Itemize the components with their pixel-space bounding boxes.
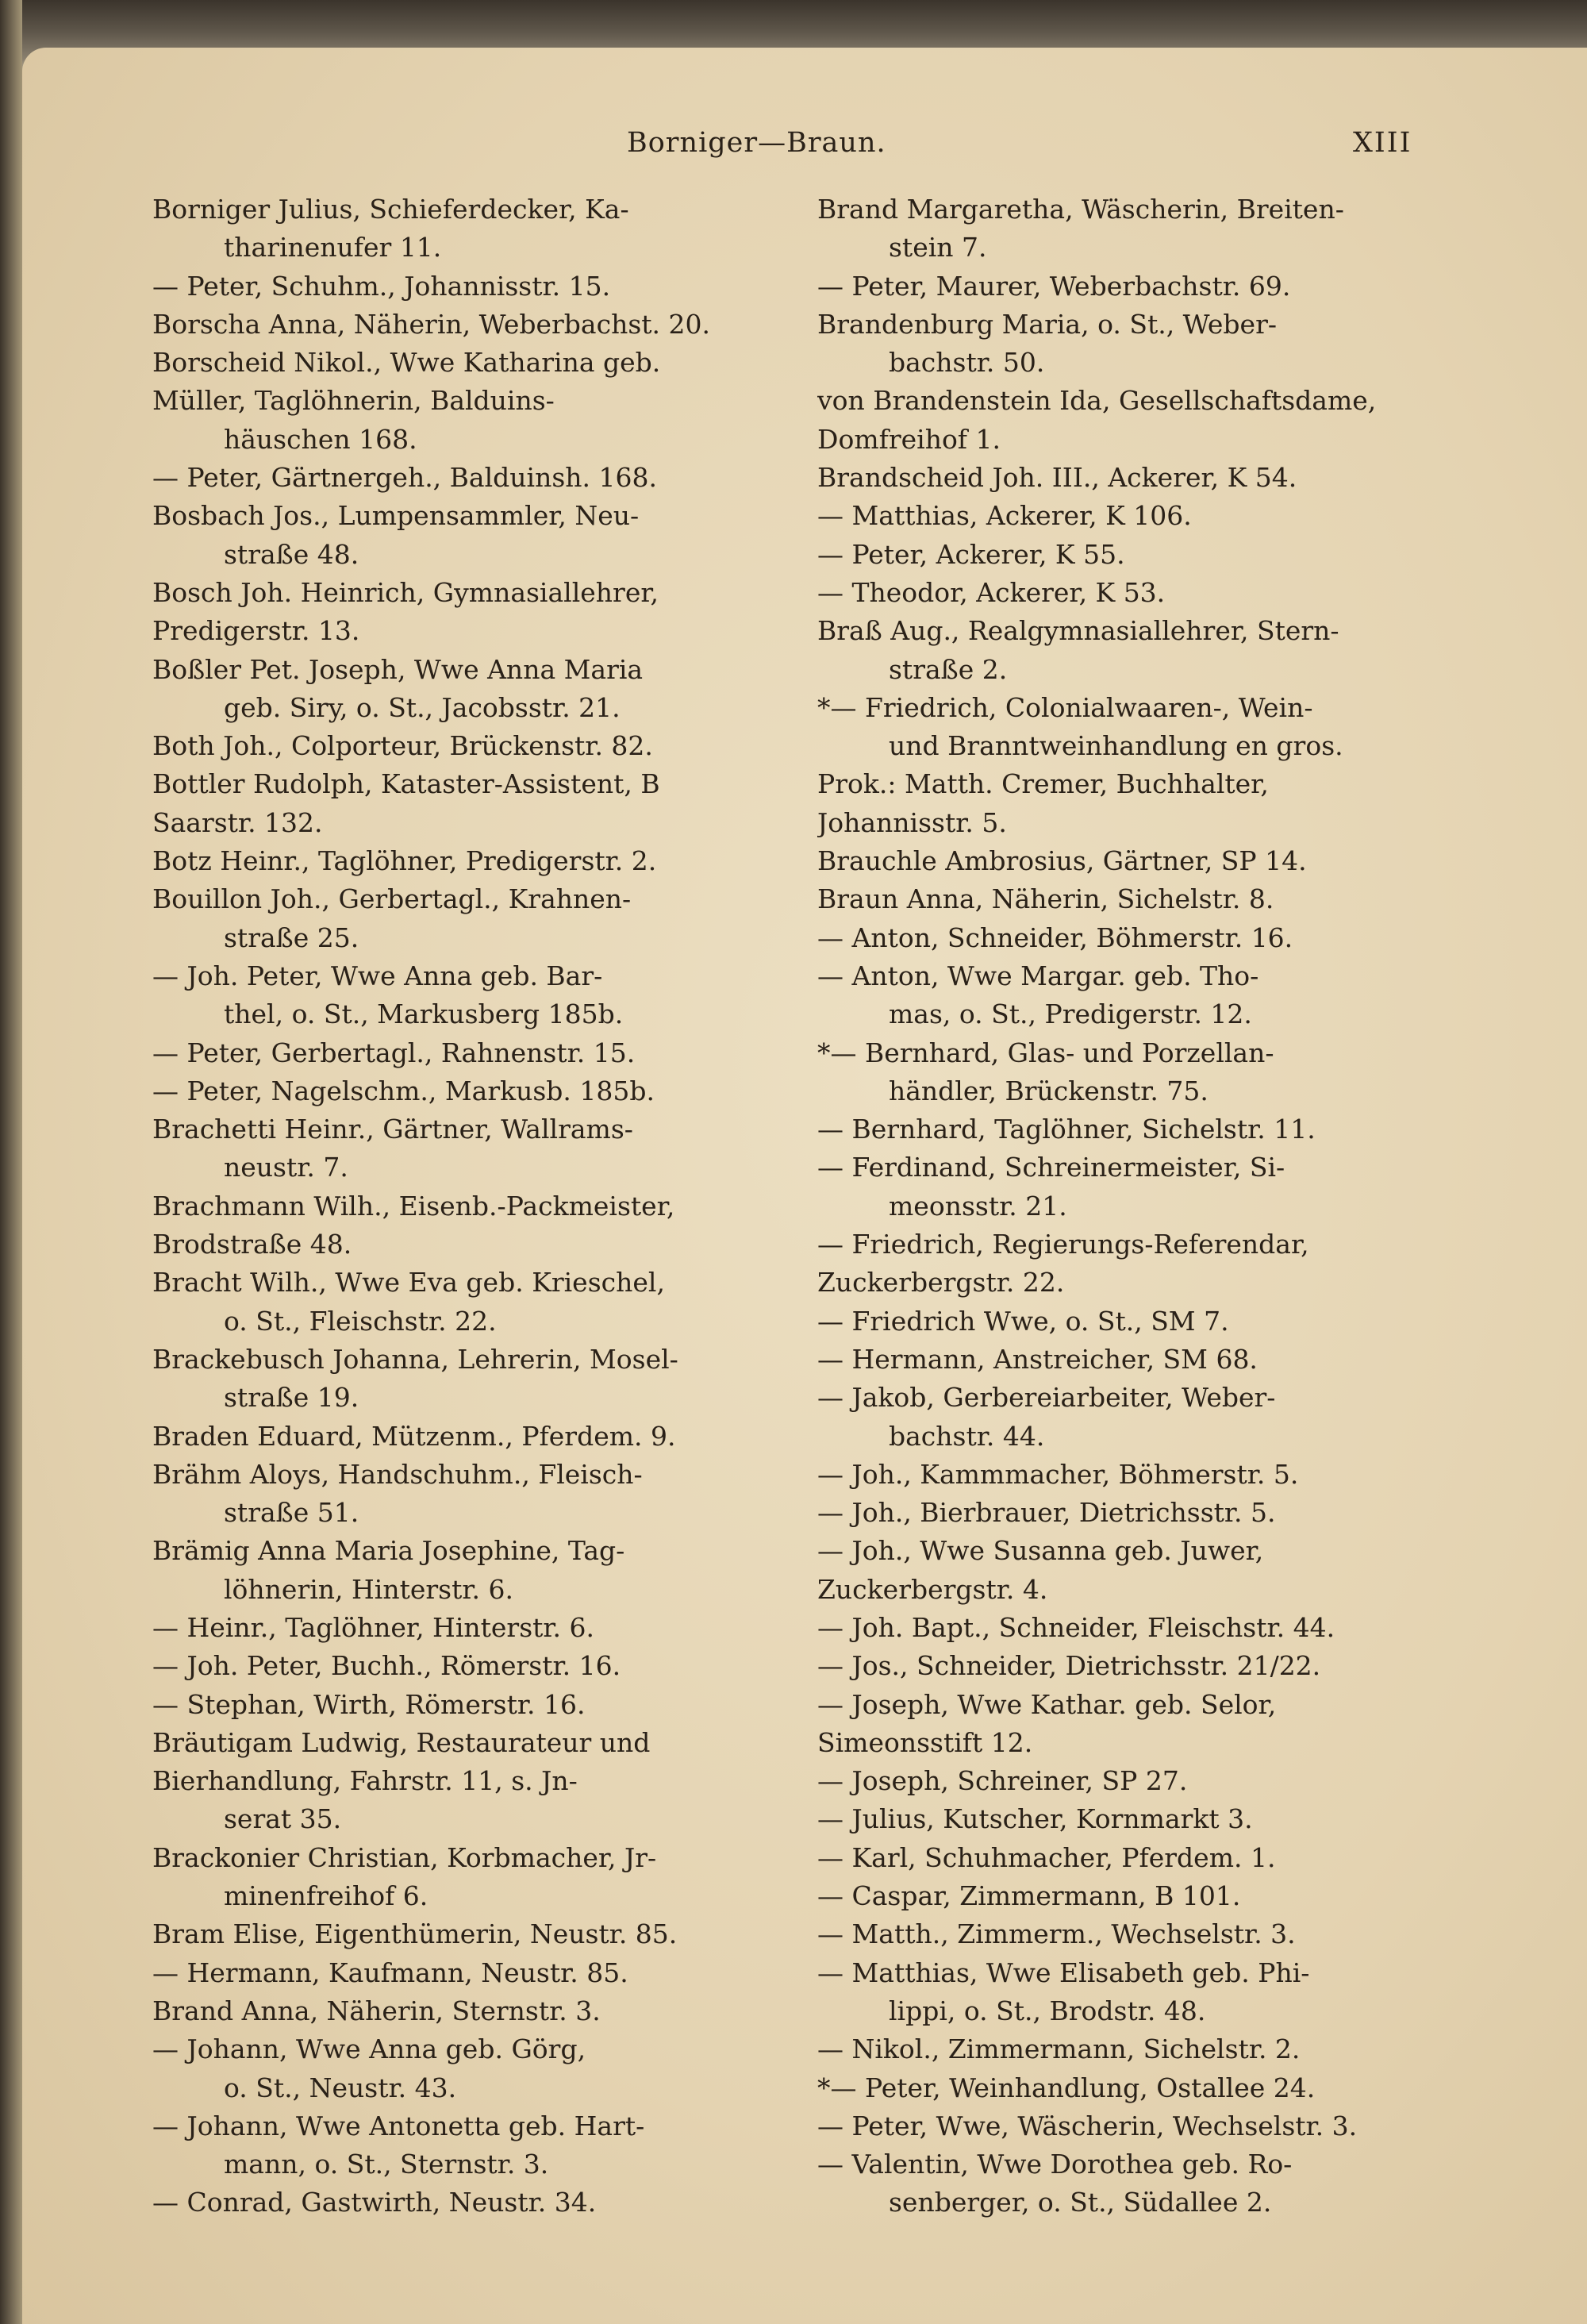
directory-line: — Jakob, Gerbereiarbeiter, Weber- [817,1382,1276,1414]
directory-line: Borscha Anna, Näherin, Weberbachst. 20. [152,308,710,340]
directory-line: — Nikol., Zimmermann, Sichelstr. 2. [817,2034,1301,2065]
directory-line: Müller, Taglöhnerin, Balduins- [152,385,555,417]
directory-line: straße 19. [224,1382,359,1414]
directory-line: Bierhandlung, Fahrstr. 11, s. Jn- [152,1765,578,1797]
directory-line: Brand Anna, Näherin, Sternstr. 3. [152,1995,601,2026]
directory-line: thel, o. St., Markusberg 185b. [224,998,624,1030]
directory-line: o. St., Fleischstr. 22. [224,1305,497,1337]
directory-line: Bottler Rudolph, Kataster-Assistent, B [152,768,660,800]
directory-line: Bosbach Jos., Lumpensammler, Neu- [152,500,640,532]
directory-line: — Matth., Zimmerm., Wechselstr. 3. [817,1918,1296,1950]
directory-line: — Hermann, Anstreicher, SM 68. [817,1343,1258,1375]
directory-line: — Joh. Peter, Buchh., Römerstr. 16. [152,1650,621,1682]
directory-line: straße 48. [224,538,359,570]
directory-line: — Anton, Wwe Margar. geb. Tho- [817,960,1259,991]
directory-line: von Brandenstein Ida, Gesellschaftsdame, [817,385,1377,417]
directory-line: Borscheid Nikol., Wwe Katharina geb. [152,347,661,379]
book-spine-edge [0,0,22,2324]
directory-line: Prok.: Matth. Cremer, Buchhalter, [817,768,1269,800]
directory-line: — Stephan, Wirth, Römerstr. 16. [152,1688,586,1720]
directory-line: — Valentin, Wwe Dorothea geb. Ro- [817,2149,1293,2180]
directory-line: Bram Elise, Eigenthümerin, Neustr. 85. [152,1918,678,1950]
directory-line: o. St., Neustr. 43. [224,2072,457,2103]
directory-line: Brachetti Heinr., Gärtner, Wallrams- [152,1114,633,1145]
directory-line: — Johann, Wwe Anna geb. Görg, [152,2034,586,2065]
directory-line: geb. Siry, o. St., Jacobsstr. 21. [224,691,621,723]
directory-line: — Matthias, Ackerer, K 106. [817,500,1192,532]
directory-line: — Ferdinand, Schreinermeister, Si- [817,1152,1285,1183]
directory-line: — Conrad, Gastwirth, Neustr. 34. [152,2187,597,2218]
page-number: XIII [1353,127,1412,159]
directory-line: — Joh., Bierbrauer, Dietrichsstr. 5. [817,1497,1276,1529]
directory-line: serat 35. [224,1803,342,1835]
directory-line: häuschen 168. [224,423,417,455]
directory-line: — Peter, Gerbertagl., Rahnenstr. 15. [152,1037,636,1068]
directory-line: Borniger Julius, Schieferdecker, Ka- [152,194,629,225]
directory-line: bachstr. 50. [889,347,1045,379]
directory-line: Braun Anna, Näherin, Sichelstr. 8. [817,883,1274,915]
directory-line: — Joh., Kammmacher, Böhmerstr. 5. [817,1458,1299,1490]
directory-line: Zuckerbergstr. 4. [817,1573,1048,1605]
directory-line: Brauchle Ambrosius, Gärtner, SP 14. [817,845,1307,877]
directory-line: Brackebusch Johanna, Lehrerin, Mosel- [152,1343,678,1375]
directory-line: Bouillon Joh., Gerbertagl., Krahnen- [152,883,632,915]
directory-line: — Heinr., Taglöhner, Hinterstr. 6. [152,1611,595,1643]
directory-line: Brämig Anna Maria Josephine, Tag- [152,1535,625,1567]
directory-line: Brandscheid Joh. III., Ackerer, K 54. [817,462,1297,494]
directory-line: *— Friedrich, Colonialwaaren-, Wein- [817,691,1313,723]
directory-line: Bräutigam Ludwig, Restaurateur und [152,1726,651,1758]
directory-line: — Anton, Schneider, Böhmerstr. 16. [817,922,1293,953]
directory-line: — Joh., Wwe Susanna geb. Juwer, [817,1535,1264,1567]
directory-line: — Peter, Schuhm., Johannisstr. 15. [152,270,611,302]
directory-line: senberger, o. St., Südallee 2. [889,2187,1272,2218]
directory-line: Brand Margaretha, Wäscherin, Breiten- [817,194,1344,225]
directory-line: mas, o. St., Predigerstr. 12. [889,998,1252,1030]
directory-line: Brähm Aloys, Handschuhm., Fleisch- [152,1458,643,1490]
directory-line: Braß Aug., Realgymnasiallehrer, Stern- [817,615,1339,647]
directory-line: — Joseph, Schreiner, SP 27. [817,1765,1188,1797]
directory-line: meonsstr. 21. [889,1190,1067,1222]
directory-line: Brackonier Christian, Korbmacher, Jr- [152,1841,657,1873]
directory-line: — Julius, Kutscher, Kornmarkt 3. [817,1803,1253,1835]
directory-line: Bracht Wilh., Wwe Eva geb. Krieschel, [152,1267,665,1299]
directory-line: bachstr. 44. [889,1420,1045,1452]
directory-line: — Friedrich Wwe, o. St., SM 7. [817,1305,1229,1337]
directory-line: — Karl, Schuhmacher, Pferdem. 1. [817,1841,1276,1873]
directory-line: — Peter, Ackerer, K 55. [817,538,1125,570]
directory-line: Brandenburg Maria, o. St., Weber- [817,308,1278,340]
directory-line: Domfreihof 1. [817,423,1001,455]
directory-line: — Joseph, Wwe Kathar. geb. Selor, [817,1688,1277,1720]
directory-line: Saarstr. 132. [152,806,323,838]
directory-line: Zuckerbergstr. 22. [817,1267,1065,1299]
directory-line: — Matthias, Wwe Elisabeth geb. Phi- [817,1957,1310,1988]
directory-line: und Branntweinhandlung en gros. [889,730,1343,762]
directory-line: — Hermann, Kaufmann, Neustr. 85. [152,1957,628,1988]
directory-line: — Peter, Wwe, Wäscherin, Wechselstr. 3. [817,2110,1358,2141]
directory-line: *— Peter, Weinhandlung, Ostallee 24. [817,2072,1316,2103]
directory-line: Braden Eduard, Mützenm., Pferdem. 9. [152,1420,676,1452]
directory-line: — Bernhard, Taglöhner, Sichelstr. 11. [817,1114,1316,1145]
directory-line: — Friedrich, Regierungs-Referendar, [817,1229,1309,1260]
directory-line: straße 2. [889,653,1008,685]
directory-line: straße 25. [224,922,359,953]
directory-line: — Peter, Maurer, Weberbachstr. 69. [817,270,1291,302]
directory-line: Brachmann Wilh., Eisenb.-Packmeister, [152,1190,675,1222]
directory-line: Brodstraße 48. [152,1229,352,1260]
directory-line: Boßler Pet. Joseph, Wwe Anna Maria [152,653,644,685]
running-head [0,127,1587,167]
directory-line: minenfreihof 6. [224,1880,428,1912]
directory-line: — Joh. Bapt., Schneider, Fleischstr. 44. [817,1611,1335,1643]
directory-line: — Caspar, Zimmermann, B 101. [817,1880,1241,1912]
directory-line: händler, Brückenstr. 75. [889,1075,1209,1106]
directory-line: Bosch Joh. Heinrich, Gymnasiallehrer, [152,576,659,608]
directory-line: mann, o. St., Sternstr. 3. [224,2149,549,2180]
directory-line: — Johann, Wwe Antonetta geb. Hart- [152,2110,645,2141]
directory-line: — Peter, Gärtnergeh., Balduinsh. 168. [152,462,657,494]
directory-line: Predigerstr. 13. [152,615,360,647]
directory-line: — Jos., Schneider, Dietrichsstr. 21/22. [817,1650,1321,1682]
directory-line: tharinenufer 11. [224,232,442,264]
left-column [152,190,767,2222]
directory-line: Both Joh., Colporteur, Brückenstr. 82. [152,730,653,762]
directory-line: Johannisstr. 5. [817,806,1007,838]
directory-line: — Theodor, Ackerer, K 53. [817,576,1166,608]
directory-line: — Joh. Peter, Wwe Anna geb. Bar- [152,960,603,991]
directory-line: löhnerin, Hinterstr. 6. [224,1573,513,1605]
right-column [817,190,1444,2222]
directory-line: — Peter, Nagelschm., Markusb. 185b. [152,1075,655,1106]
directory-line: straße 51. [224,1497,359,1529]
directory-line: *— Bernhard, Glas- und Porzellan- [817,1037,1274,1068]
directory-line: lippi, o. St., Brodstr. 48. [889,1995,1206,2026]
directory-line: Botz Heinr., Taglöhner, Predigerstr. 2. [152,845,657,877]
directory-line: stein 7. [889,232,987,264]
directory-line: neustr. 7. [224,1152,348,1183]
directory-line: Simeonsstift 12. [817,1726,1033,1758]
page-title: Borniger—Braun. [627,127,886,159]
